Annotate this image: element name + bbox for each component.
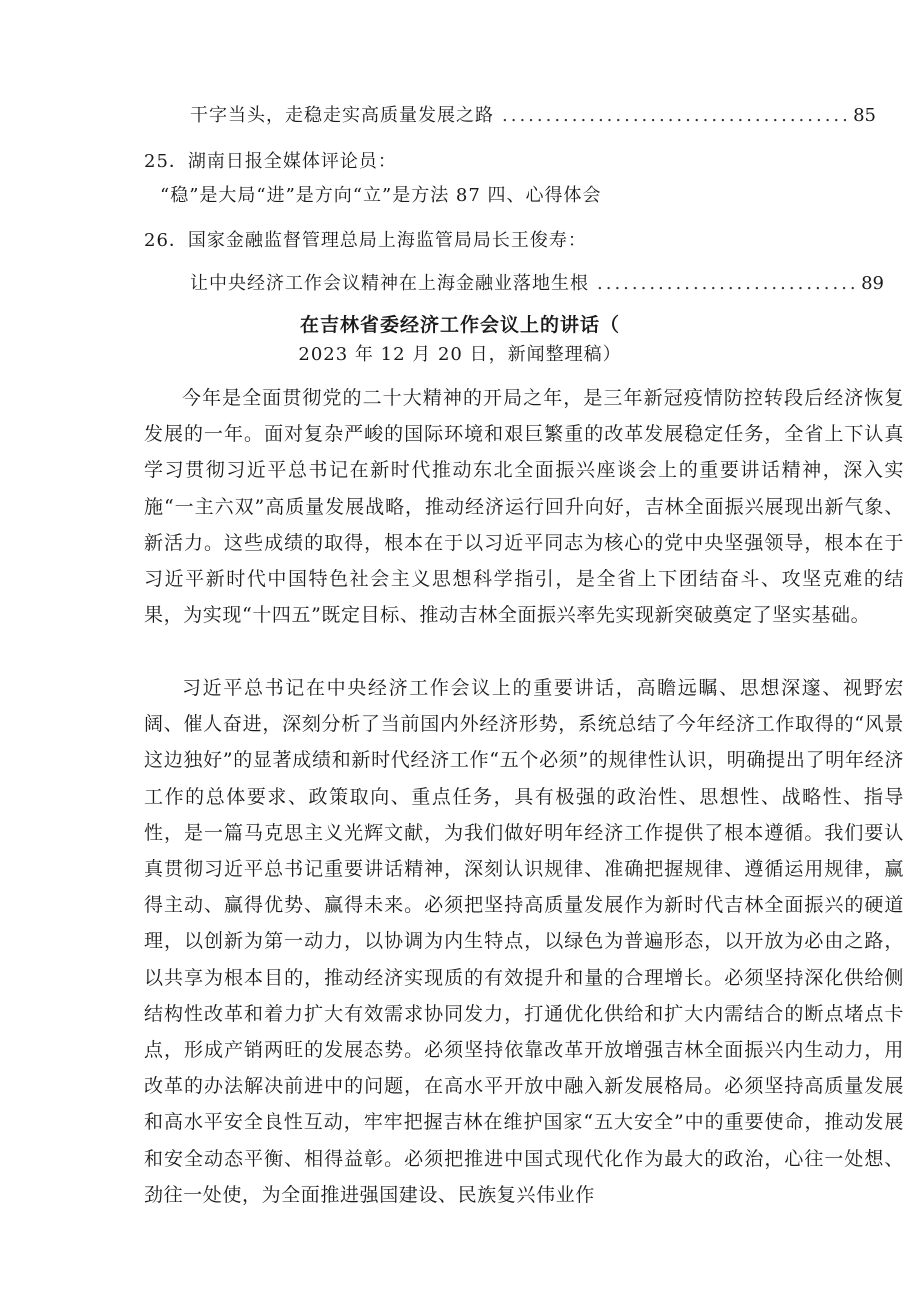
toc-page-number: 85 bbox=[853, 105, 876, 126]
toc-page-number: 89 bbox=[861, 273, 884, 294]
toc-leader-dots bbox=[597, 272, 857, 296]
body-paragraph: 习近平总书记在中央经济工作会议上的重要讲话，高瞻远瞩、思想深邃、视野宏阔、催人奋进，深刻分析了当前国内外经济形势，系统总结了今年经济工作取得的“风景这边独好”的显著成绩和新时代经济工作“五个必须”的规律性认识，明确提出了明年经济工作的总体要求、政策取向、重点任务，具有极强的政治性、思想性、战略性、指导性，是一篇马克思主义光辉文献，为我们做好明年经济工作提供了根本遵循。我们要认真贯彻习近平总书记重要讲话精神，深刻认识规律、准确把握规律、遵循运用规律，赢得主动、赢得优势、赢得未来。必须把坚持高质量发展作为新时代吉林全面振兴的硬道理，以创新为第一动力，以协调为内生特点，以绿色为普遍形态，以开放为必由之路，以共享为根本目的，推动经济实现质的有效提升和量的合理增长。必须坚持深化供给侧结构性改革和着力扩大有效需求协同发力，打通优化供给和扩大内需结合的断点堵点卡点，形成产销两旺的发展态势。必须坚持依靠改革开放增强吉林全面振兴内生动力，用改革的办法解决前进中的问题，在高水平开放中融入新发展格局。必须坚持高质量发展和高水平安全良性互动，牢牢把握吉林在维护国家“五大安全”中的重要使命，推动发展和安全动态平衡、相得益彰。必须把推进中国式现代化作为最大的政治，心往一处想、劲往一处使，为全面推进强国建设、民族复兴伟业作 bbox=[144, 677, 904, 1206]
toc-leader-dots bbox=[502, 104, 849, 128]
toc-entry-title: 让中央经济工作会议精神在上海金融业落地生根 bbox=[190, 273, 589, 294]
toc-entry[interactable] bbox=[190, 104, 876, 128]
toc-entry[interactable] bbox=[190, 272, 884, 296]
toc-entry-title[interactable]: “稳”是大局“进”是方向“立”是方法 87 四、心得体会 bbox=[160, 185, 602, 206]
toc-entry-heading[interactable]: 26．国家金融监督管理总局上海监管局局长王俊寿： bbox=[144, 230, 587, 251]
article-title: 在吉林省委经济工作会议上的讲话（ bbox=[299, 314, 620, 336]
toc-entry-title: 干字当头，走稳走实高质量发展之路 bbox=[190, 105, 494, 126]
toc-entry-heading[interactable]: 25．湖南日报全媒体评论员： bbox=[144, 151, 397, 172]
article-subtitle: 2023 年 12 月 20 日，新闻整理稿） bbox=[298, 344, 622, 365]
body-paragraph: 今年是全面贯彻党的二十大精神的开局之年，是三年新冠疫情防控转段后经济恢复发展的一年。面对复杂严峻的国际环境和艰巨繁重的改革发展稳定任务，全省上下认真学习贯彻习近平总书记在新时代推动东北全面振兴座谈会上的重要讲话精神，深入实施“一主六双”高质量发展战略，推动经济运行回升向好，吉林全面振兴展现出新气象、新活力。这些成绩的取得，根本在于以习近平同志为核心的党中央坚强领导，根本在于习近平新时代中国特色社会主义思想科学指引，是全省上下团结奋斗、攻坚克难的结果，为实现“十四五”既定目标、推动吉林全面振兴率先实现新突破奠定了坚实基础。 bbox=[144, 387, 904, 627]
